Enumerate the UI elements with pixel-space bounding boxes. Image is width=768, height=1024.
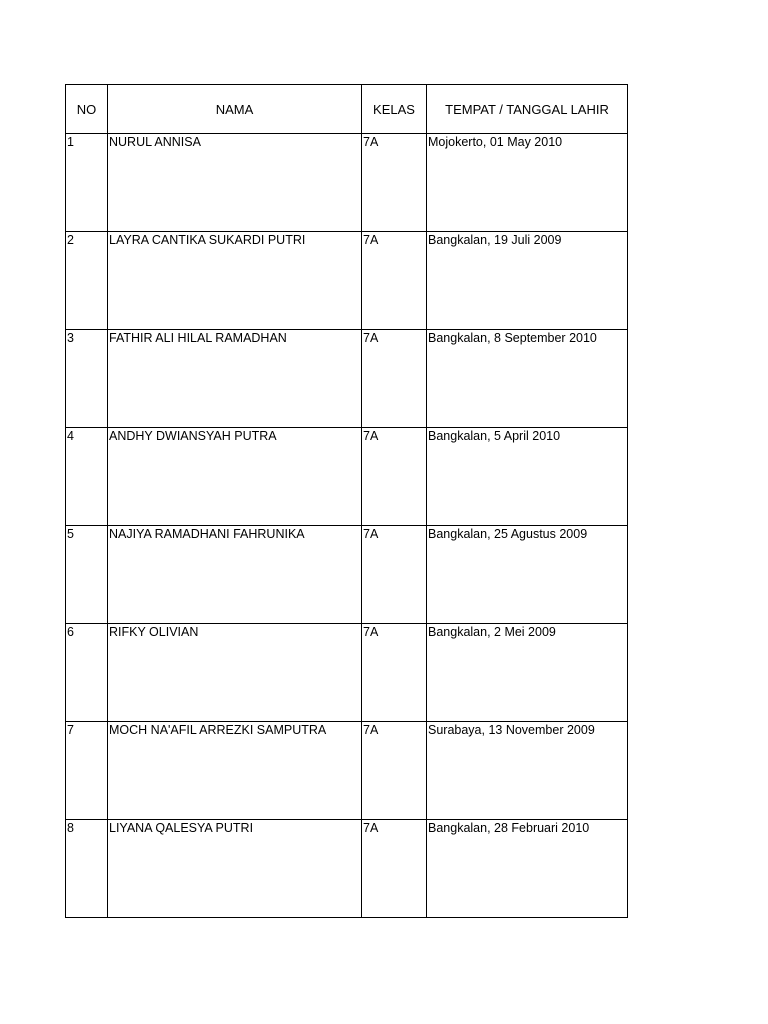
cell-kelas: 7A	[362, 526, 427, 624]
cell-kelas: 7A	[362, 624, 427, 722]
header-ttl: TEMPAT / TANGGAL LAHIR	[427, 85, 628, 134]
cell-no: 8	[66, 820, 108, 918]
cell-nama: FATHIR ALI HILAL RAMADHAN	[108, 330, 362, 428]
cell-kelas: 7A	[362, 134, 427, 232]
cell-kelas: 7A	[362, 722, 427, 820]
cell-kelas: 7A	[362, 232, 427, 330]
cell-ttl: Surabaya, 13 November 2009	[427, 722, 628, 820]
table-row	[66, 232, 628, 330]
table-row	[66, 134, 628, 232]
cell-nama: ANDHY DWIANSYAH PUTRA	[108, 428, 362, 526]
cell-nama: MOCH NA'AFIL ARREZKI SAMPUTRA	[108, 722, 362, 820]
table-row	[66, 722, 628, 820]
cell-no: 4	[66, 428, 108, 526]
table-row	[66, 330, 628, 428]
header-no: NO	[66, 85, 108, 134]
cell-no: 3	[66, 330, 108, 428]
cell-ttl: Bangkalan, 5 April 2010	[427, 428, 628, 526]
cell-nama: LIYANA QALESYA PUTRI	[108, 820, 362, 918]
cell-kelas: 7A	[362, 820, 427, 918]
cell-ttl: Bangkalan, 25 Agustus 2009	[427, 526, 628, 624]
cell-ttl: Bangkalan, 8 September 2010	[427, 330, 628, 428]
cell-nama: LAYRA CANTIKA SUKARDI PUTRI	[108, 232, 362, 330]
table-row	[66, 428, 628, 526]
cell-kelas: 7A	[362, 428, 427, 526]
header-nama: NAMA	[108, 85, 362, 134]
cell-ttl: Bangkalan, 28 Februari 2010	[427, 820, 628, 918]
table-row	[66, 820, 628, 918]
cell-no: 5	[66, 526, 108, 624]
cell-no: 6	[66, 624, 108, 722]
cell-kelas: 7A	[362, 330, 427, 428]
table-row	[66, 526, 628, 624]
header-kelas: KELAS	[362, 85, 427, 134]
cell-ttl: Mojokerto, 01 May 2010	[427, 134, 628, 232]
cell-ttl: Bangkalan, 2 Mei 2009	[427, 624, 628, 722]
cell-nama: NURUL ANNISA	[108, 134, 362, 232]
cell-no: 7	[66, 722, 108, 820]
student-table	[65, 84, 628, 918]
cell-no: 1	[66, 134, 108, 232]
cell-no: 2	[66, 232, 108, 330]
cell-nama: RIFKY OLIVIAN	[108, 624, 362, 722]
table-header-row	[66, 85, 628, 134]
cell-ttl: Bangkalan, 19 Juli 2009	[427, 232, 628, 330]
cell-nama: NAJIYA RAMADHANI FAHRUNIKA	[108, 526, 362, 624]
table-row	[66, 624, 628, 722]
